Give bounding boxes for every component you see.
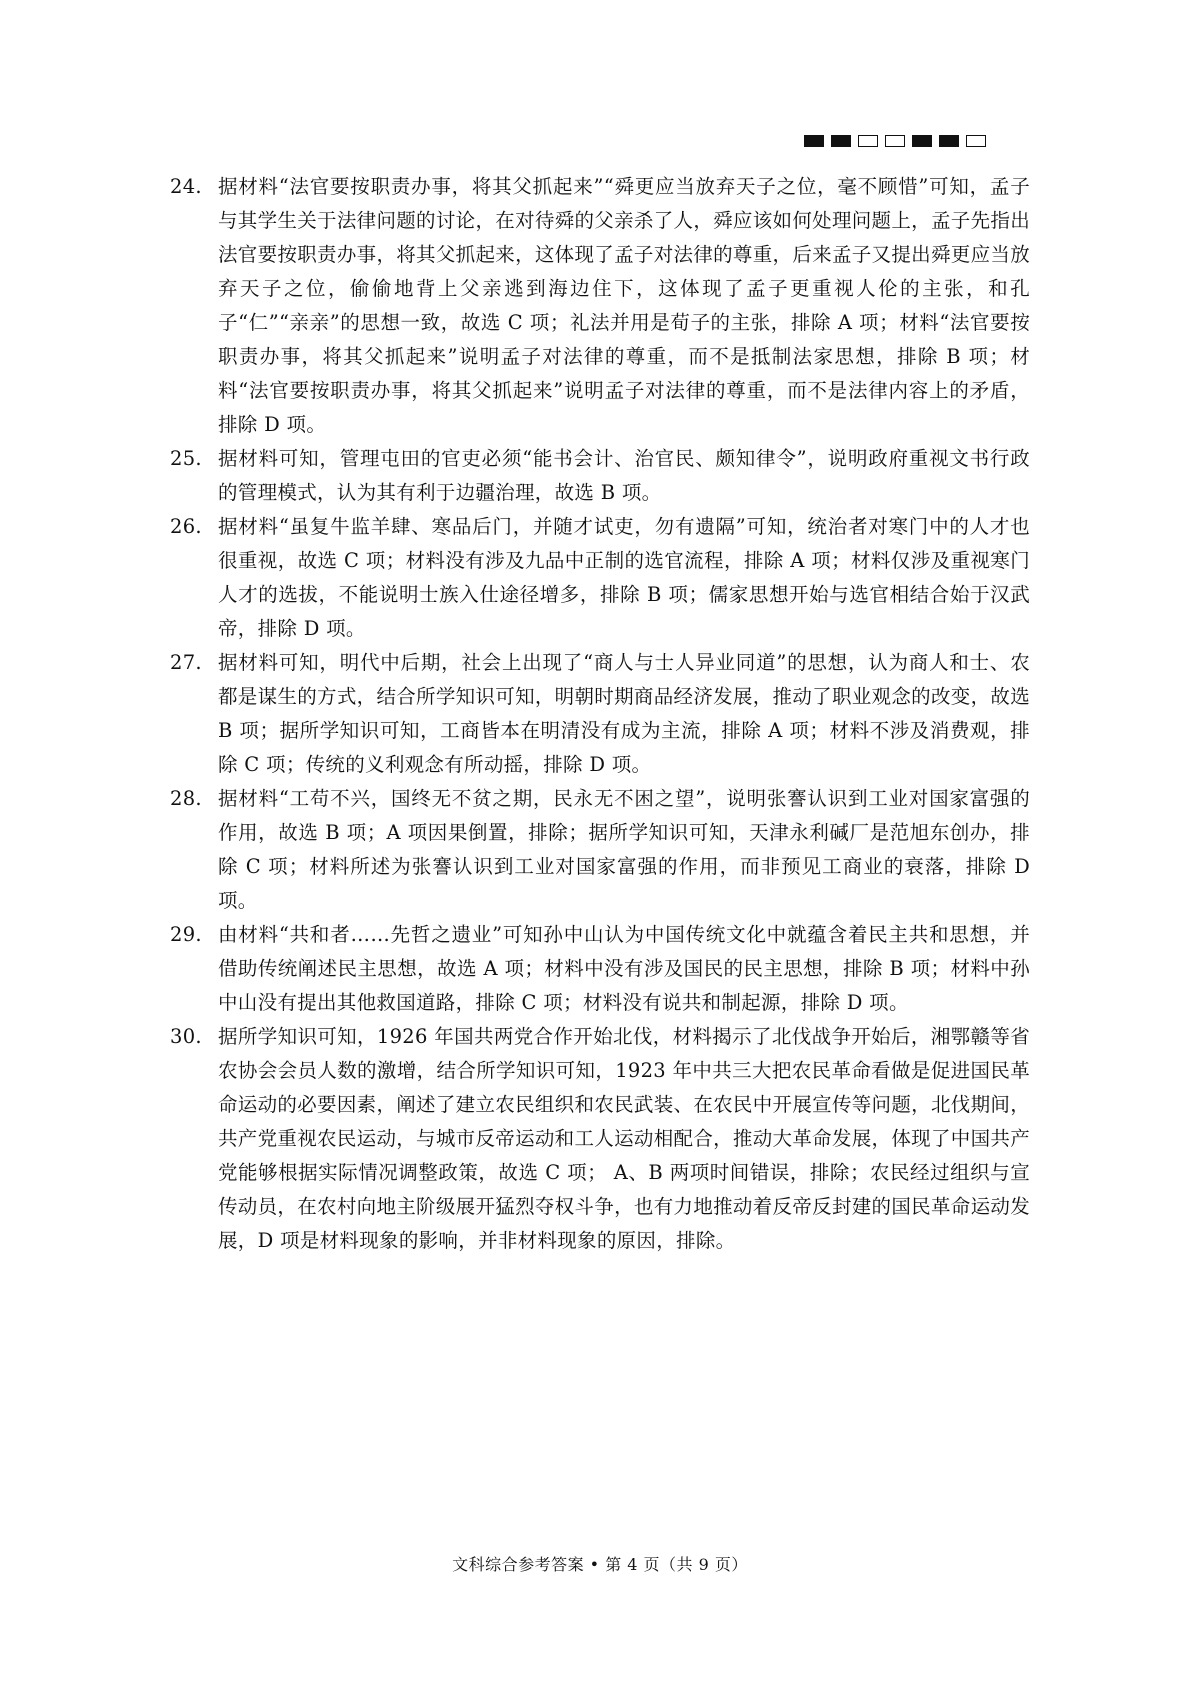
header-mark-4: [885, 135, 905, 147]
answer-text: 据材料可知，管理屯田的官吏必须“能书会计、治官民、颇知律令”，说明政府重视文书行政的管理模式，认为其有利于边疆治理，故选 B 项。: [218, 447, 1030, 504]
answer-text: 据材料可知，明代中后期，社会上出现了“商人与士人异业同道”的思想，认为商人和士、农都是谋生的方式，结合所学知识可知，明朝时期商品经济发展，推动了职业观念的改变，故选 B 项；据所学知识可知，工商皆本在明清没有成为主流，排除 A 项；材料不涉及消费观，排除 C 项；传统的义利观念有所动摇，排除 D 项。: [218, 651, 1030, 776]
answer-item-27: [170, 646, 1030, 782]
answer-number: 30.: [170, 1025, 202, 1048]
answer-text: 由材料“共和者……先哲之遗业”可知孙中山认为中国传统文化中就蕴含着民主共和思想，并借助传统阐述民主思想，故选 A 项；材料中没有涉及国民的民主思想，排除 B 项；材料中孙中山没有提出其他救国道路，排除 C 项；材料没有说共和制起源，排除 D 项。: [218, 923, 1030, 1014]
answer-item-28: [170, 782, 1030, 918]
header-mark-5: [912, 135, 932, 147]
answer-text: 据材料“法官要按职责办事，将其父抓起来”“舜更应当放弃天子之位，毫不顾惜”可知，孟子与其学生关于法律问题的讨论，在对待舜的父亲杀了人，舜应该如何处理问题上，孟子先指出法官要按职责办事，将其父抓起来，这体现了孟子对法律的尊重，后来孟子又提出舜更应当放弃天子之位，偷偷地背上父亲逃到海边住下，这体现了孟子更重视人伦的主张，和孔子“仁”“亲亲”的思想一致，故选 C 项；礼法并用是荀子的主张，排除 A 项；材料“法官要按职责办事，将其父抓起来”说明孟子对法律的尊重，而不是抵制法家思想，排除 B 项；材料“法官要按职责办事，将其父抓起来”说明孟子对法律的尊重，而不是法律内容上的矛盾，排除 D 项。: [218, 175, 1030, 436]
header-mark-7: [966, 135, 986, 147]
answer-number: 26.: [170, 515, 202, 538]
answer-text: 据材料“工苟不兴，国终无不贫之期，民永无不困之望”，说明张謇认识到工业对国家富强的作用，故选 B 项；A 项因果倒置，排除；据所学知识可知，天津永利碱厂是范旭东创办，排除 C 项；材料所述为张謇认识到工业对国家富强的作用，而非预见工商业的衰落，排除 D 项。: [218, 787, 1030, 912]
answer-number: 24.: [170, 175, 202, 198]
answer-number: 27.: [170, 651, 202, 674]
answer-number: 25.: [170, 447, 202, 470]
answer-text: 据所学知识可知，1926 年国共两党合作开始北伐，材料揭示了北伐战争开始后，湘鄂赣等省农协会会员人数的激增，结合所学知识可知，1923 年中共三大把农民革命看做是促进国民革命运动的必要因素，阐述了建立农民组织和农民武装、在农民中开展宣传等问题，北伐期间，共产党重视农民运动，与城市反帝运动和工人运动相配合，推动大革命发展，体现了中国共产党能够根据实际情况调整政策，故选 C 项； A、B 两项时间错误，排除；农民经过组织与宣传动员，在农村向地主阶级展开猛烈夺权斗争，也有力地推动着反帝反封建的国民革命运动发展，D 项是材料现象的影响，并非材料现象的原因，排除。: [218, 1025, 1030, 1252]
header-marks: [804, 135, 986, 147]
answer-text: 据材料“虽复牛监羊肆、寒品后门，并随才试吏，勿有遗隔”可知，统治者对寒门中的人才也很重视，故选 C 项；材料没有涉及九品中正制的选官流程，排除 A 项；材料仅涉及重视寒门人才的选拔，不能说明士族入仕途径增多，排除 B 项；儒家思想开始与选官相结合始于汉武帝，排除 D 项。: [218, 515, 1030, 640]
answer-item-26: [170, 510, 1030, 646]
answer-item-29: [170, 918, 1030, 1020]
answer-item-30: [170, 1020, 1030, 1258]
header-mark-3: [858, 135, 878, 147]
answer-number: 29.: [170, 923, 202, 946]
header-mark-6: [939, 135, 959, 147]
answer-item-24: [170, 170, 1030, 442]
header-mark-1: [804, 135, 824, 147]
answer-number: 28.: [170, 787, 202, 810]
page-footer: 文科综合参考答案 • 第 4 页（共 9 页）: [452, 1555, 748, 1574]
answer-item-25: [170, 442, 1030, 510]
answer-list: [170, 170, 1030, 1258]
header-mark-2: [831, 135, 851, 147]
